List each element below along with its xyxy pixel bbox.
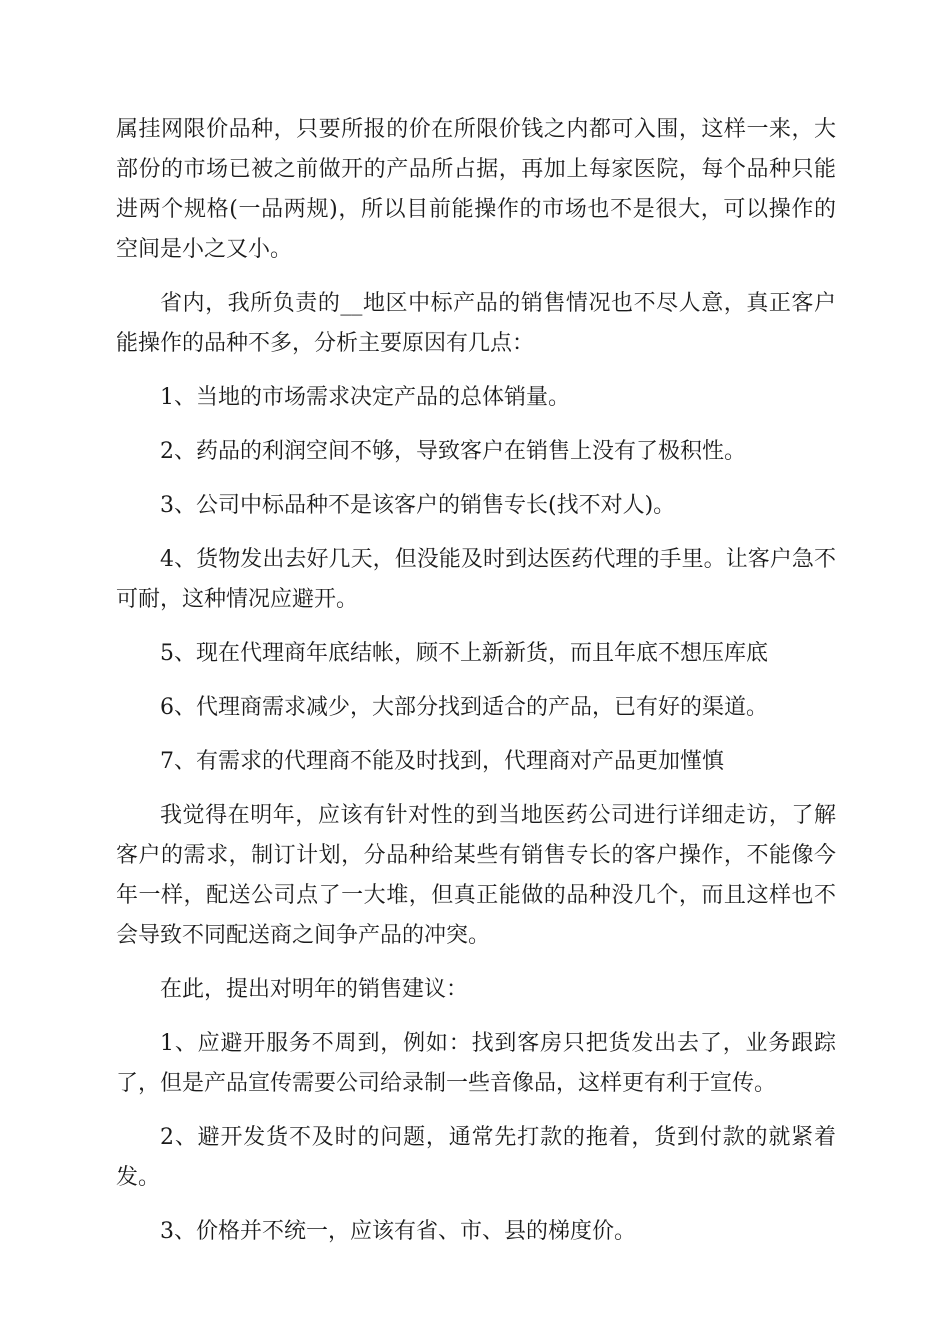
- paragraph-0: 属挂网限价品种，只要所报的价在所限价钱之内都可入围，这样一来，大部份的市场已被之前做开的产品所占据，再加上每家医院，每个品种只能进两个规格(一品两规)，所以目前能操作的市场也不是很大，可以操作的空间是小之又小。: [116, 117, 836, 262]
- paragraph-12: 2、避开发货不及时的问题，通常先打款的拖着，货到付款的就紧着发。: [116, 1125, 836, 1190]
- paragraph-13: 3、价格并不统一，应该有省、市、县的梯度价。: [160, 1219, 636, 1244]
- paragraph-6: 5、现在代理商年底结帐，顾不上新新货，而且年底不想压库底: [160, 641, 768, 666]
- paragraph-9: 我觉得在明年，应该有针对性的到当地医药公司进行详细走访，了解客户的需求，制订计划，分品种给某些有销售专长的客户操作，不能像今年一样，配送公司点了一大堆，但真正能做的品种没几个，而且这样也不会导致不同配送商之间争产品的冲突。: [116, 803, 836, 948]
- paragraph-1: 省内，我所负责的__地区中标产品的销售情况也不尽人意，真正客户能操作的品种不多，分析主要原因有几点：: [116, 291, 836, 356]
- paragraph-3: 2、药品的利润空间不够，导致客户在销售上没有了极积性。: [160, 439, 746, 464]
- paragraph-4: 3、公司中标品种不是该客户的销售专长(找不对人)。: [160, 493, 676, 518]
- paragraph-7: 6、代理商需求减少，大部分找到适合的产品，已有好的渠道。: [160, 695, 768, 720]
- paragraph-11: 1、应避开服务不周到，例如：找到客房只把货发出去了，业务跟踪了，但是产品宣传需要公司给录制一些音像品，这样更有利于宣传。: [116, 1031, 836, 1096]
- document-body: [116, 110, 836, 1266]
- paragraph-8: 7、有需求的代理商不能及时找到，代理商对产品更加慬慎: [160, 749, 724, 774]
- paragraph-2: 1、当地的市场需求决定产品的总体销量。: [160, 385, 570, 410]
- paragraph-10: 在此，提出对明年的销售建议：: [160, 977, 469, 1002]
- paragraph-5: 4、货物发出去好几天，但没能及时到达医药代理的手里。让客户急不可耐，这种情况应避开。: [116, 547, 836, 612]
